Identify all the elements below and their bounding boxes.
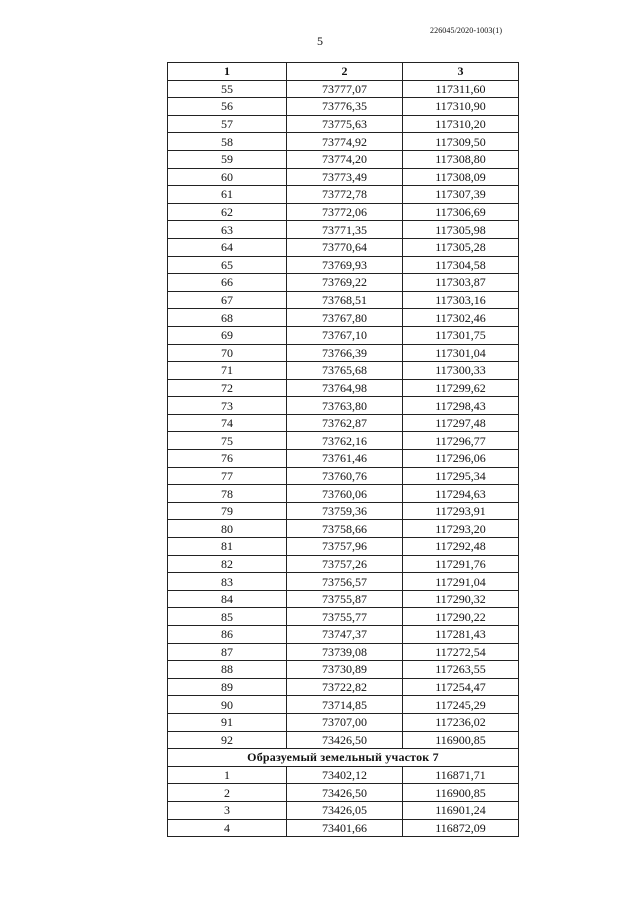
cell-y-coordinate: 117303,87 (403, 274, 519, 292)
column-header-x: 2 (287, 63, 403, 81)
cell-y-coordinate: 117290,22 (403, 608, 519, 626)
cell-point-number: 67 (168, 291, 287, 309)
header-row (168, 63, 519, 81)
cell-point-number: 63 (168, 221, 287, 239)
table-row (168, 344, 519, 362)
cell-point-number: 72 (168, 379, 287, 397)
cell-y-coordinate: 117236,02 (403, 713, 519, 731)
table-row (168, 661, 519, 679)
cell-point-number: 80 (168, 520, 287, 538)
cell-x-coordinate: 73756,57 (287, 573, 403, 591)
table-row (168, 98, 519, 116)
table-row (168, 115, 519, 133)
cell-x-coordinate: 73777,07 (287, 80, 403, 98)
cell-x-coordinate: 73767,10 (287, 326, 403, 344)
table-row (168, 590, 519, 608)
table-row (168, 766, 519, 784)
table-row (168, 819, 519, 837)
cell-point-number: 88 (168, 661, 287, 679)
section-row (168, 749, 519, 767)
cell-y-coordinate: 116872,09 (403, 819, 519, 837)
cell-point-number: 69 (168, 326, 287, 344)
cell-y-coordinate: 117294,63 (403, 485, 519, 503)
cell-point-number: 56 (168, 98, 287, 116)
cell-x-coordinate: 73755,77 (287, 608, 403, 626)
cell-point-number: 90 (168, 696, 287, 714)
cell-x-coordinate: 73707,00 (287, 713, 403, 731)
column-header-point-number: 1 (168, 63, 287, 81)
table-row (168, 573, 519, 591)
cell-point-number: 61 (168, 186, 287, 204)
cell-x-coordinate: 73757,96 (287, 538, 403, 556)
cell-point-number: 79 (168, 502, 287, 520)
cell-y-coordinate: 117309,50 (403, 133, 519, 151)
cell-x-coordinate: 73762,16 (287, 432, 403, 450)
table-row (168, 485, 519, 503)
cell-point-number: 71 (168, 362, 287, 380)
cell-point-number: 64 (168, 238, 287, 256)
cell-x-coordinate: 73758,66 (287, 520, 403, 538)
table-row (168, 291, 519, 309)
cell-y-coordinate: 117310,20 (403, 115, 519, 133)
table-row (168, 432, 519, 450)
table-row (168, 555, 519, 573)
table-row (168, 520, 519, 538)
cell-x-coordinate: 73747,37 (287, 626, 403, 644)
cell-y-coordinate: 117272,54 (403, 643, 519, 661)
table-row (168, 326, 519, 344)
cell-y-coordinate: 116901,24 (403, 801, 519, 819)
table-row (168, 221, 519, 239)
cell-point-number: 77 (168, 467, 287, 485)
cell-x-coordinate: 73772,78 (287, 186, 403, 204)
table-row (168, 186, 519, 204)
cell-y-coordinate: 116871,71 (403, 766, 519, 784)
cell-point-number: 60 (168, 168, 287, 186)
cell-x-coordinate: 73760,76 (287, 467, 403, 485)
cell-x-coordinate: 73772,06 (287, 203, 403, 221)
cell-point-number: 74 (168, 414, 287, 432)
cell-x-coordinate: 73402,12 (287, 766, 403, 784)
table-row (168, 784, 519, 802)
cell-y-coordinate: 117281,43 (403, 626, 519, 644)
table-row (168, 414, 519, 432)
table-row (168, 502, 519, 520)
cell-x-coordinate: 73761,46 (287, 450, 403, 468)
cell-x-coordinate: 73766,39 (287, 344, 403, 362)
cell-x-coordinate: 73755,87 (287, 590, 403, 608)
cell-x-coordinate: 73759,36 (287, 502, 403, 520)
cell-y-coordinate: 117291,04 (403, 573, 519, 591)
cell-y-coordinate: 117245,29 (403, 696, 519, 714)
cell-x-coordinate: 73767,80 (287, 309, 403, 327)
document-id: 226045/2020-1003(1) (430, 26, 503, 35)
table-row (168, 238, 519, 256)
table-body (168, 80, 519, 837)
cell-x-coordinate: 73773,49 (287, 168, 403, 186)
cell-y-coordinate: 117300,33 (403, 362, 519, 380)
cell-point-number: 59 (168, 150, 287, 168)
cell-x-coordinate: 73764,98 (287, 379, 403, 397)
coordinates-table (167, 62, 519, 837)
cell-point-number: 3 (168, 801, 287, 819)
cell-point-number: 1 (168, 766, 287, 784)
cell-x-coordinate: 73774,92 (287, 133, 403, 151)
cell-y-coordinate: 117301,75 (403, 326, 519, 344)
cell-point-number: 81 (168, 538, 287, 556)
cell-point-number: 73 (168, 397, 287, 415)
table-row (168, 713, 519, 731)
cell-x-coordinate: 73769,93 (287, 256, 403, 274)
cell-y-coordinate: 117307,39 (403, 186, 519, 204)
cell-x-coordinate: 73762,87 (287, 414, 403, 432)
cell-y-coordinate: 117305,98 (403, 221, 519, 239)
cell-point-number: 92 (168, 731, 287, 749)
cell-point-number: 84 (168, 590, 287, 608)
table-row (168, 696, 519, 714)
table-header (168, 63, 519, 81)
cell-point-number: 65 (168, 256, 287, 274)
cell-point-number: 57 (168, 115, 287, 133)
column-header-y: 3 (403, 63, 519, 81)
cell-point-number: 76 (168, 450, 287, 468)
table-row (168, 731, 519, 749)
table-row (168, 643, 519, 661)
cell-x-coordinate: 73739,08 (287, 643, 403, 661)
cell-y-coordinate: 117296,06 (403, 450, 519, 468)
table-row (168, 608, 519, 626)
table-row (168, 538, 519, 556)
cell-point-number: 78 (168, 485, 287, 503)
cell-x-coordinate: 73768,51 (287, 291, 403, 309)
cell-x-coordinate: 73401,66 (287, 819, 403, 837)
table-row (168, 397, 519, 415)
cell-y-coordinate: 117308,09 (403, 168, 519, 186)
table-row (168, 362, 519, 380)
cell-point-number: 66 (168, 274, 287, 292)
cell-x-coordinate: 73774,20 (287, 150, 403, 168)
table-row (168, 168, 519, 186)
table-row (168, 309, 519, 327)
cell-point-number: 91 (168, 713, 287, 731)
cell-y-coordinate: 117304,58 (403, 256, 519, 274)
cell-x-coordinate: 73722,82 (287, 678, 403, 696)
cell-y-coordinate: 116900,85 (403, 731, 519, 749)
cell-point-number: 58 (168, 133, 287, 151)
table-row (168, 450, 519, 468)
table-row (168, 133, 519, 151)
cell-point-number: 75 (168, 432, 287, 450)
cell-x-coordinate: 73771,35 (287, 221, 403, 239)
table-row (168, 150, 519, 168)
table-row (168, 256, 519, 274)
cell-y-coordinate: 117311,60 (403, 80, 519, 98)
cell-point-number: 62 (168, 203, 287, 221)
cell-y-coordinate: 117292,48 (403, 538, 519, 556)
section-title: Образуемый земельный участок 7 (168, 749, 519, 767)
cell-y-coordinate: 117302,46 (403, 309, 519, 327)
cell-x-coordinate: 73769,22 (287, 274, 403, 292)
cell-y-coordinate: 117263,55 (403, 661, 519, 679)
cell-point-number: 85 (168, 608, 287, 626)
cell-x-coordinate: 73730,89 (287, 661, 403, 679)
cell-point-number: 89 (168, 678, 287, 696)
cell-y-coordinate: 117306,69 (403, 203, 519, 221)
table-row (168, 801, 519, 819)
cell-y-coordinate: 116900,85 (403, 784, 519, 802)
cell-y-coordinate: 117298,43 (403, 397, 519, 415)
table-row (168, 467, 519, 485)
table-row (168, 274, 519, 292)
cell-y-coordinate: 117305,28 (403, 238, 519, 256)
cell-y-coordinate: 117310,90 (403, 98, 519, 116)
cell-y-coordinate: 117254,47 (403, 678, 519, 696)
cell-point-number: 87 (168, 643, 287, 661)
cell-x-coordinate: 73775,63 (287, 115, 403, 133)
cell-x-coordinate: 73776,35 (287, 98, 403, 116)
cell-y-coordinate: 117297,48 (403, 414, 519, 432)
cell-y-coordinate: 117291,76 (403, 555, 519, 573)
cell-point-number: 82 (168, 555, 287, 573)
cell-y-coordinate: 117308,80 (403, 150, 519, 168)
cell-y-coordinate: 117299,62 (403, 379, 519, 397)
cell-x-coordinate: 73757,26 (287, 555, 403, 573)
table-row (168, 80, 519, 98)
page-number: 5 (317, 34, 323, 48)
table-row (168, 678, 519, 696)
cell-point-number: 2 (168, 784, 287, 802)
cell-point-number: 55 (168, 80, 287, 98)
cell-x-coordinate: 73714,85 (287, 696, 403, 714)
cell-point-number: 68 (168, 309, 287, 327)
cell-x-coordinate: 73426,05 (287, 801, 403, 819)
cell-y-coordinate: 117303,16 (403, 291, 519, 309)
table-row (168, 379, 519, 397)
table-row (168, 626, 519, 644)
cell-point-number: 83 (168, 573, 287, 591)
cell-x-coordinate: 73763,80 (287, 397, 403, 415)
cell-point-number: 4 (168, 819, 287, 837)
cell-point-number: 70 (168, 344, 287, 362)
cell-y-coordinate: 117301,04 (403, 344, 519, 362)
table-row (168, 203, 519, 221)
cell-y-coordinate: 117290,32 (403, 590, 519, 608)
cell-x-coordinate: 73760,06 (287, 485, 403, 503)
cell-x-coordinate: 73770,64 (287, 238, 403, 256)
cell-y-coordinate: 117296,77 (403, 432, 519, 450)
cell-x-coordinate: 73426,50 (287, 784, 403, 802)
cell-y-coordinate: 117293,20 (403, 520, 519, 538)
cell-x-coordinate: 73426,50 (287, 731, 403, 749)
cell-y-coordinate: 117293,91 (403, 502, 519, 520)
cell-point-number: 86 (168, 626, 287, 644)
cell-y-coordinate: 117295,34 (403, 467, 519, 485)
cell-x-coordinate: 73765,68 (287, 362, 403, 380)
